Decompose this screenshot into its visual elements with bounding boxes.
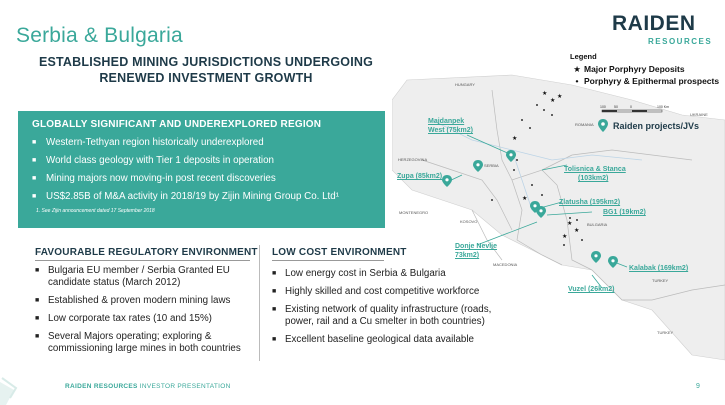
project-label-zlatusha[interactable]: Zlatusha (195km2) [559, 199, 621, 206]
list-item: ■ Bulgaria EU member / Serbia Granted EU candidate status (March 2012) [35, 265, 230, 288]
bullet-icon: ■ [32, 157, 37, 164]
country-label: SERBIA [484, 163, 499, 168]
project-label-donje-nevlje[interactable]: Donje Nevlje 73km2) [455, 243, 498, 259]
scale-label: 0 [630, 105, 632, 109]
page-title: Serbia & Bulgaria [16, 24, 183, 47]
bullet-icon: ■ [32, 139, 37, 146]
company-logo [612, 12, 712, 52]
svg-text:★: ★ [512, 136, 518, 142]
map-pin-icon[interactable] [536, 206, 546, 218]
logo-sub: RESOURCES [648, 37, 713, 46]
highlight-heading: GLOBALLY SIGNIFICANT AND UNDEREXPLORED REGION [32, 119, 322, 130]
highlight-box [18, 111, 385, 228]
legend-item: • Porphyry & Epithermal prospects [570, 75, 722, 87]
svg-text:★: ★ [550, 98, 556, 104]
project-label-kalabak[interactable]: Kalabak (169km2) [629, 265, 689, 272]
map-pin-icon[interactable] [442, 175, 452, 187]
svg-text:★: ★ [562, 234, 568, 240]
country-label: BULGARIA [587, 222, 608, 227]
star-icon: ★ [573, 63, 581, 74]
footer-text: RAIDEN RESOURCES INVESTOR PRESENTATION [65, 383, 231, 390]
regulatory-list [35, 265, 257, 361]
map-pin-icon [598, 119, 608, 132]
legend-jv: Raiden projects/JVs [598, 119, 699, 132]
svg-text:★: ★ [522, 196, 528, 202]
low-cost-heading: LOW COST ENVIRONMENT [272, 247, 407, 258]
highlight-list [32, 134, 371, 206]
list-item: ■ Highly skilled and cost competitive workforce [272, 286, 480, 297]
scale-label: 100 [600, 105, 606, 109]
project-label-zupa[interactable]: Zupa (85km2) [397, 173, 443, 180]
corner-decoration [0, 370, 40, 405]
map-pin-icon[interactable] [608, 256, 618, 268]
bullet-icon: ■ [32, 193, 37, 200]
region-map [392, 60, 725, 380]
bullet-icon: ■ [35, 267, 40, 274]
country-label: TURKEY [657, 330, 674, 335]
svg-text:★: ★ [567, 221, 573, 227]
footnote: 1. See Zijin announcement dated 17 September 2018 [36, 208, 155, 214]
list-item: ■ Existing network of quality infrastructure (roads, power, rail and a Cu smelter in both countries) [272, 304, 492, 327]
dot-icon: • [575, 76, 579, 86]
list-item: ■ Mining majors now moving-in post recent discoveries [32, 170, 371, 188]
country-label: MACEDONIA [493, 262, 518, 267]
project-label-tolisnica[interactable]: Tolisnica & Stanca (103km2) [564, 166, 626, 182]
scale-label: 50 [614, 105, 618, 109]
list-item: ■ Low energy cost in Serbia & Bulgaria [272, 268, 446, 279]
legend-item: ★ Major Porphyry Deposits [570, 63, 722, 75]
page-number: 9 [696, 383, 700, 390]
list-item: ■ World class geology with Tier 1 deposits in operation [32, 152, 371, 170]
country-label: UKRAINE [690, 112, 708, 117]
project-label-bg1[interactable]: BG1 (19km2) [603, 209, 646, 216]
list-item: ■ Several Majors operating; exploring & commissioning large mines in both countries [35, 331, 241, 354]
map-pin-icon[interactable] [591, 251, 601, 263]
svg-text:★: ★ [542, 91, 548, 97]
scale-label: 100 Km [657, 105, 670, 109]
map-pin-icon[interactable] [506, 150, 516, 162]
bullet-icon: ■ [272, 336, 277, 343]
list-item: ■ Western-Tethyan region historically underexplored [32, 134, 371, 152]
project-label-vuzel[interactable]: Vuzel (26km2) [568, 286, 615, 293]
country-label: HUNGARY [455, 82, 475, 87]
bullet-icon: ■ [35, 297, 40, 304]
list-item: ■ Excellent baseline geological data available [272, 334, 474, 345]
svg-text:★: ★ [574, 228, 580, 234]
map-legend [570, 52, 722, 87]
bullet-icon: ■ [272, 270, 277, 277]
country-label: HERZEGOVINA [398, 157, 428, 162]
list-item: ■ Established & proven modern mining laws [35, 295, 231, 306]
country-label: KOSOVO [460, 219, 478, 224]
divider [35, 260, 250, 261]
country-label: ROMANIA [575, 122, 594, 127]
legend-title: Legend [570, 52, 597, 61]
bullet-icon: ■ [272, 288, 277, 295]
bullet-icon: ■ [272, 306, 277, 313]
list-item: ■ Low corporate tax rates (10 and 15%) [35, 313, 212, 324]
regulatory-heading: FAVOURABLE REGULATORY ENVIRONMENT [35, 247, 258, 258]
page-subtitle: ESTABLISHED MINING JURISDICTIONS UNDERGOING RENEWED INVESTMENT GROWTH [38, 55, 374, 85]
bullet-icon: ■ [35, 333, 40, 340]
country-label: TURKEY [652, 278, 669, 283]
project-label-majdanpek[interactable]: Majdanpek West (75km2) [428, 118, 474, 134]
bullet-icon: ■ [35, 315, 40, 322]
column-divider [259, 245, 260, 361]
country-label: MONTENEGRO [399, 210, 429, 215]
list-item: ■ US$2.85B of M&A activity in 2018/19 by Zijin Mining Group Co. Ltd¹ [32, 188, 371, 206]
map-pin-icon[interactable] [473, 160, 483, 172]
logo-name: RAIDEN [612, 12, 696, 35]
divider [272, 260, 384, 261]
svg-text:★: ★ [557, 94, 563, 100]
bullet-icon: ■ [32, 175, 37, 182]
